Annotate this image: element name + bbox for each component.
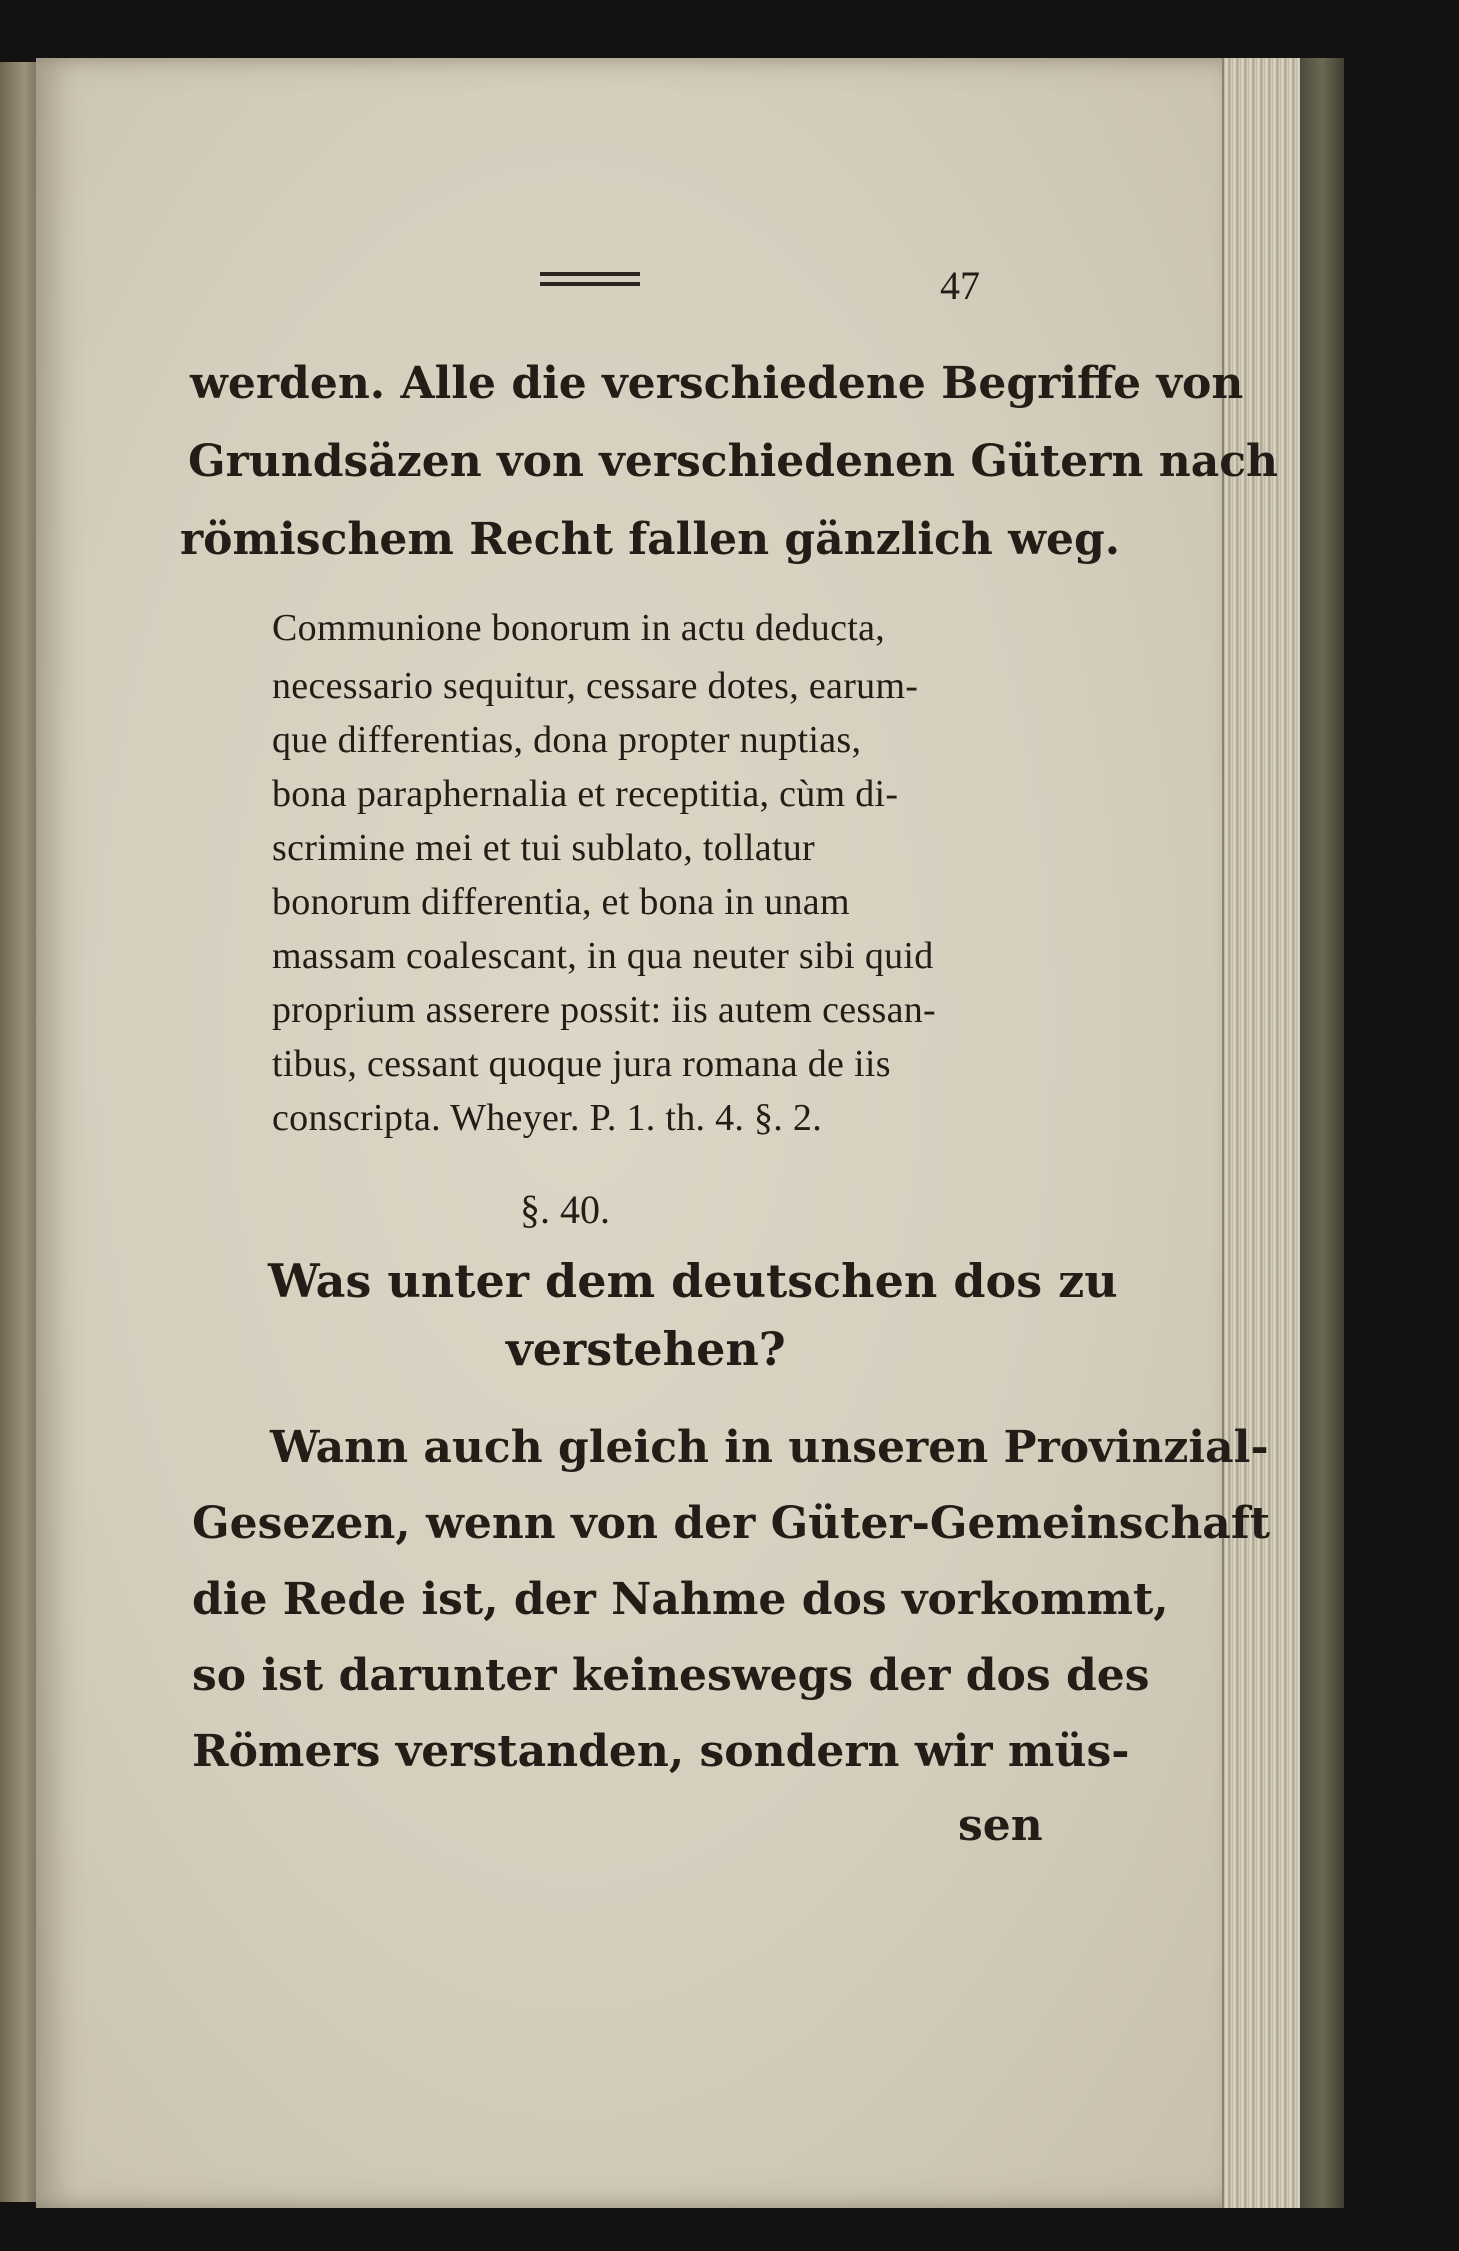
text-line: so ist darunter keineswegs der dos des [192,1650,1150,1701]
text-line: die Rede ist, der Nahme dos vorkommt, [192,1574,1169,1625]
previous-page-edge [0,62,40,2202]
section-heading-line: Was unter dem deutschen dos zu [268,1254,1118,1308]
text-line: Wann auch gleich in unseren Provinzial- [270,1422,1269,1473]
latin-line: bona paraphernalia et receptitia, cùm di- [272,773,899,815]
header-rule-top [540,272,640,276]
text-line: werden. Alle die verschiedene Begriffe von [190,358,1244,409]
text-line: römischem Recht fallen gänzlich weg. [180,514,1121,565]
latin-line: massam coalescant, in qua neuter sibi quid [272,935,934,977]
header-rule-bottom [540,282,640,286]
text-line: Gesezen, wenn von der Güter-Gemeinschaft [192,1498,1271,1549]
catchword: sen [958,1800,1043,1851]
latin-line: necessario sequitur, cessare dotes, earum- [272,665,919,707]
page-number: 47 [940,263,980,308]
latin-line: que differentias, dona propter nuptias, [272,719,862,761]
latin-line: scrimine mei et tui sublato, tollatur [272,827,815,869]
section-number: §. 40. [520,1187,610,1232]
text-line: Römers verstanden, sondern wir müs- [192,1726,1130,1777]
latin-line: bonorum differentia, et bona in unam [272,881,850,923]
book-cover-edge [1300,58,1344,2208]
latin-line: tibus, cessant quoque jura romana de iis [272,1043,891,1085]
latin-line: proprium asserere possit: iis autem cessan- [272,989,937,1031]
section-heading-line: verstehen? [506,1322,786,1376]
text-line: Grundsäzen von verschiedenen Gütern nach [188,436,1279,487]
latin-line: conscripta. Wheyer. P. 1. th. 4. §. 2. [272,1097,823,1139]
latin-line: Communione bonorum in actu deducta, [272,607,886,649]
